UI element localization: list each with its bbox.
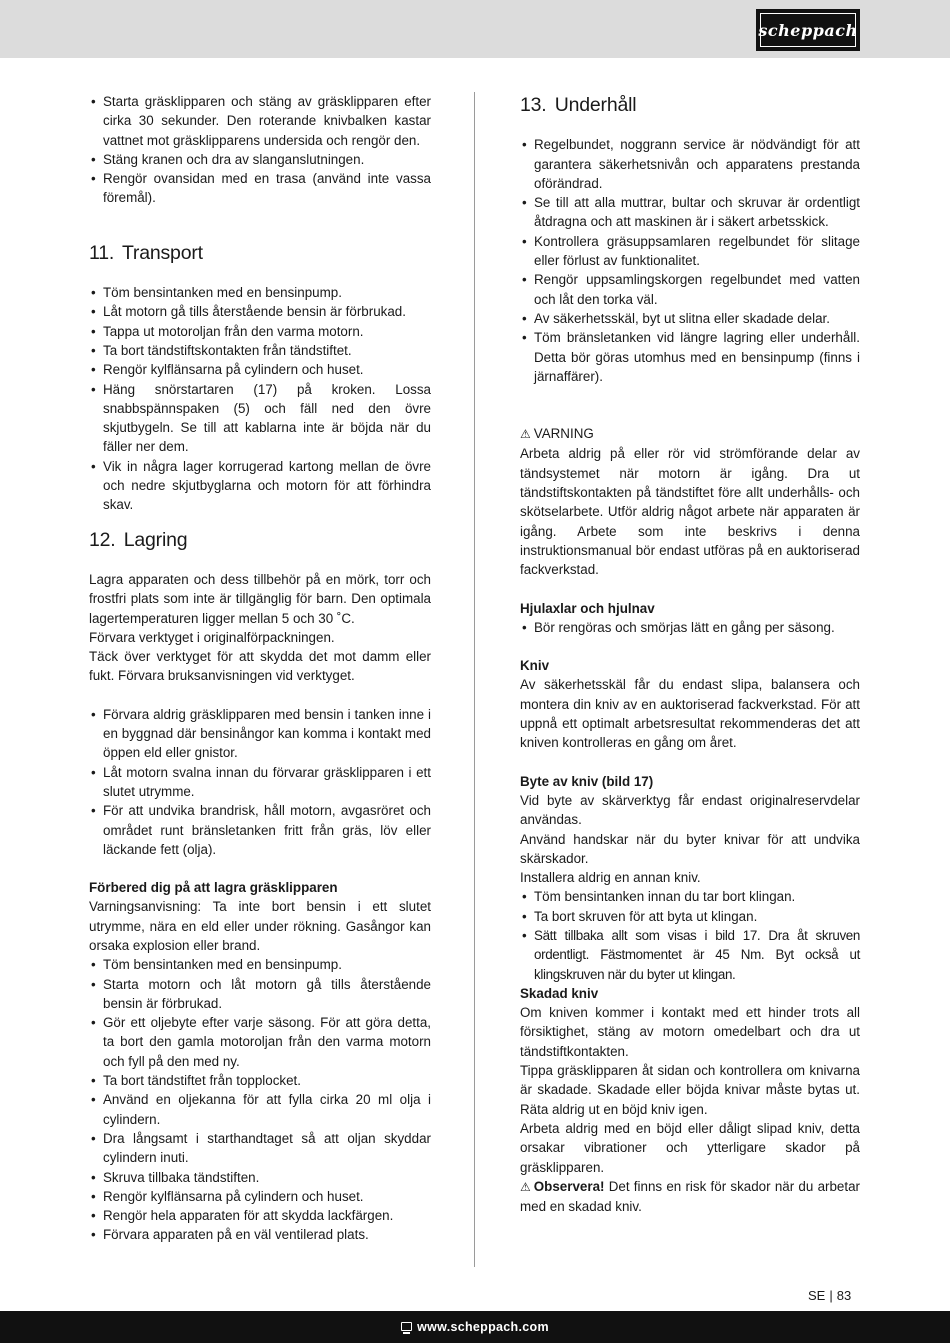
right-column <box>520 92 860 1216</box>
list-item: • Bör rengöras och smörjas lätt en gång per säsong. <box>520 618 860 637</box>
paragraph: Installera aldrig en annan kniv. <box>520 870 701 886</box>
subheading-replace-knife: Byte av kniv (bild 17) <box>520 773 654 789</box>
list-item: • Gör ett oljebyte efter varje säsong. För att göra detta, ta bort den gamla motoroljan från den varma motorn och fyll på den med ny. <box>89 1013 431 1071</box>
transport-list <box>89 283 431 515</box>
list-item: • Starta motorn och låt motorn gå tills återstående bensin är förbrukad. <box>89 975 431 1014</box>
list-item: • Regelbundet, noggrann service är nödvändigt för att garantera säkerhetsnivån och apparatens prestanda oförändrad. <box>520 135 860 193</box>
list-item: • Rengör kylflänsarna på cylindern och huset. <box>89 360 431 379</box>
paragraph: Tippa gräsklipparen åt sidan och kontrollera om knivarna är skadade. Skadade eller böjda knivar måste bytas ut. Räta aldrig ut en böjd kniv igen. <box>520 1063 860 1117</box>
list-item: • Kontrollera gräsuppsamlaren regelbundet för slitage eller förlust av funktionalitet. <box>520 232 860 271</box>
list-item: • Ta bort skruven för att byta ut klingan. <box>520 907 860 926</box>
list-item: • Dra långsamt i starthandtaget så att oljan skyddar cylindern inuti. <box>89 1129 431 1168</box>
list-item: • Låt motorn svalna innan du förvarar gräsklipparen i ett slutet utrymme. <box>89 763 431 802</box>
paragraph: Varningsanvisning: Ta inte bort bensin i ett slutet utrymme, nära en eld eller under rökning. Gasångor kan orsaka explosion eller brand. <box>89 899 431 953</box>
page-number: SE | 83 <box>808 1288 852 1303</box>
paragraph: Använd handskar när du byter knivar för att undvika skärskador. <box>520 831 860 866</box>
list-item: • Töm bränsletanken vid längre lagring eller underhåll. Detta bör göras utomhus med en bensinpump (finns i järnaffärer). <box>520 328 860 386</box>
prepare-list <box>89 955 431 1244</box>
list-item: • Tappa ut motoroljan från den varma motorn. <box>89 322 431 341</box>
top-bar <box>0 0 950 58</box>
logo-text: scheppach <box>758 20 858 40</box>
scheppach-logo <box>756 9 860 51</box>
paragraph: Om kniven kommer i kontakt med ett hinder trots all försiktighet, stäng av motorn omedelbart och dra ut tändstiftkontakten. <box>520 1005 860 1059</box>
list-item: • Starta gräsklipparen och stäng av gräsklipparen efter cirka 30 sekunder. Den roterande knivbalken kastar vattnet mot gräsklipparens undersida och rengör den. <box>89 92 431 150</box>
subheading-knife: Kniv <box>520 658 550 674</box>
warning-triangle-icon: ⚠ <box>520 1179 531 1194</box>
list-item: • Sätt tillbaka allt som visas i bild 17. Dra åt skruven ordentligt. Fästmomentet är 45 Nm. Byt också ut klingskruven när du byter ut klingan. <box>520 926 860 984</box>
list-item: • Töm bensintanken med en bensinpump. <box>89 955 431 974</box>
list-item: • Av säkerhetsskäl, byt ut slitna eller skadade delar. <box>520 309 860 328</box>
storage-list <box>89 705 431 859</box>
list-item: • Se till att alla muttrar, bultar och skruvar är ordentligt åtdragna och att maskinen är i säkert arbetsskick. <box>520 193 860 232</box>
list-item: • Rengör hela apparaten för att skydda lackfärgen. <box>89 1206 431 1225</box>
note: ⚠ Observera! Det finns en risk för skador när du arbetar med en skadad kniv. <box>520 1178 860 1215</box>
list-item: • Ta bort tändstiftet från topplocket. <box>89 1071 431 1090</box>
list-item: • Förvara apparaten på en väl ventilerad plats. <box>89 1225 431 1244</box>
list-item: • Rengör uppsamlingskorgen regelbundet med vatten och låt den torka väl. <box>520 270 860 309</box>
monitor-icon <box>401 1322 412 1331</box>
left-column <box>89 92 431 1245</box>
cleaning-list <box>89 92 431 208</box>
subheading-prepare-storage: Förbered dig på att lagra gräsklipparen <box>89 880 338 896</box>
website-link[interactable]: www.scheppach.com <box>417 1320 549 1334</box>
paragraph: Förvara verktyget i originalförpackningen. <box>89 629 335 645</box>
list-item: • Förvara aldrig gräsklipparen med bensin i tanken inne i en byggnad där bensinångor kan komma i kontakt med öppen eld eller gnistor. <box>89 705 431 763</box>
list-item: • Töm bensintanken innan du tar bort klingan. <box>520 887 860 906</box>
column-divider <box>474 92 475 1267</box>
wheels-list <box>520 618 860 637</box>
warning-triangle-icon: ⚠ <box>520 427 531 442</box>
replace-knife-list <box>520 887 860 983</box>
list-item: • Skruva tillbaka tändstiften. <box>89 1168 431 1187</box>
maintenance-list <box>520 135 860 386</box>
list-item: • För att undvika brandrisk, håll motorn, avgasröret och området runt bränsletanken fritt från gräs, löv eller läckande fett (olja). <box>89 801 431 859</box>
warning-label: ⚠ VARNING <box>520 424 860 444</box>
list-item: • Vik in några lager korrugerad kartong mellan de övre och nedre skjutbyglarna och motorn för att förhindra skav. <box>89 457 431 515</box>
paragraph: Av säkerhetsskäl får du endast slipa, balansera och montera din kniv av en auktoriserad fackverkstad. För att uppnå ett optimalt arbetsresultat rekommenderas det att kniven kontrolleras en gång om året. <box>520 677 860 751</box>
paragraph: Täck över verktyget för att skydda det mot damm eller fukt. Förvara bruksanvisningen vid verktyget. <box>89 649 431 684</box>
section-heading-underhall: 13. Underhåll <box>520 94 637 116</box>
list-item: • Töm bensintanken med en bensinpump. <box>89 283 431 302</box>
list-item: • Rengör kylflänsarna på cylindern och huset. <box>89 1187 431 1206</box>
list-item: • Häng snörstartaren (17) på kroken. Lossa snabbspännspaken (5) och fäll ned den övre skjutbygeln. Se till att kablarna inte är böjda när du fäller ner dem. <box>89 380 431 457</box>
list-item: • Använd en oljekanna för att fylla cirka 20 ml olja i cylindern. <box>89 1090 431 1129</box>
section-heading-transport: 11. Transport <box>89 241 203 264</box>
subheading-damaged-knife: Skadad kniv <box>520 985 599 1001</box>
list-item: • Ta bort tändstiftskontakten från tändstiftet. <box>89 341 431 360</box>
warning-text: Arbeta aldrig på eller rör vid strömförande delar av tändsystemet när motorn är igång. Dra ut tändstiftskontakten på tändstiftet före allt underhålls- och skötselarbete. Utför aldrig något arbete när apparaten är igång. Arbete som inte beskrivs i denna instruktionsmanual bör endast utföras på en auktoriserad fackverkstad. <box>520 446 860 578</box>
section-heading-lagring: 12. Lagring <box>89 528 188 551</box>
paragraph: Arbeta aldrig med en böjd eller dåligt slipad kniv, detta orsakar vibrationer och ytterligare skador på gräsklipparen. <box>520 1120 860 1175</box>
footer-bar <box>0 1311 950 1343</box>
list-item: • Låt motorn gå tills återstående bensin är förbrukad. <box>89 302 431 321</box>
list-item: • Rengör ovansidan med en trasa (använd inte vassa föremål). <box>89 169 431 208</box>
subheading-wheels: Hjulaxlar och hjulnav <box>520 600 655 616</box>
paragraph: Lagra apparaten och dess tillbehör på en mörk, torr och frostfri plats som inte är tillgänglig för barn. Den optimala lagertemperaturen ligger mellan 5 och 30 ˚C. <box>89 571 431 626</box>
paragraph: Vid byte av skärverktyg får endast originalreservdelar användas. <box>520 792 860 828</box>
list-item: • Stäng kranen och dra av slanganslutningen. <box>89 150 431 169</box>
